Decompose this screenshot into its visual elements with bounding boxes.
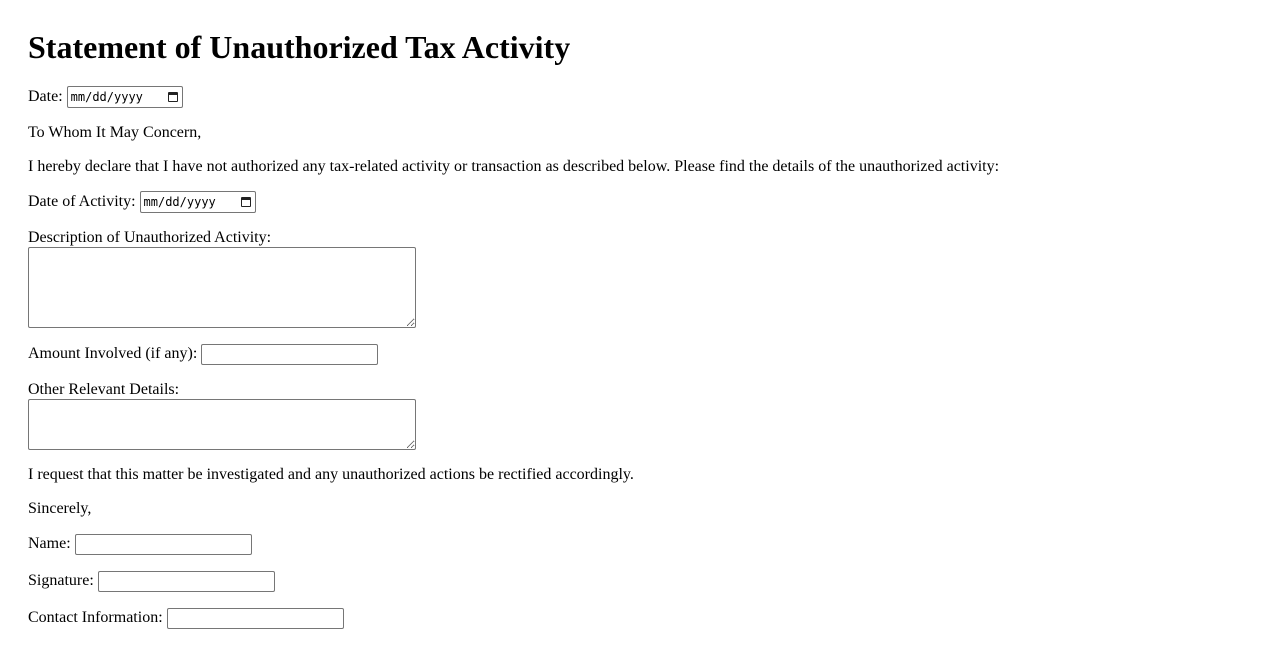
signature-label: Signature: [28,572,94,589]
declaration-paragraph: I hereby declare that I have not authorized any tax-related activity or transaction as described below. Please find the details of the unauthorized activity: [28,158,1000,175]
description-label: Description of Unauthorized Activity: [28,229,272,246]
description-textarea[interactable] [28,247,416,328]
amount-input[interactable] [201,344,378,365]
amount-label: Amount Involved (if any): [28,345,198,362]
activity-date-label: Date of Activity: [28,193,136,210]
name-label: Name: [28,535,71,552]
activity-date-row [28,191,256,213]
date-row [28,86,183,108]
closing: Sincerely, [28,500,92,517]
contact-input[interactable] [167,608,344,629]
other-details-textarea[interactable] [28,399,416,450]
name-row [28,533,252,555]
activity-date-placeholder: mm/dd/yyyy [143,195,216,209]
name-input[interactable] [75,534,252,555]
calendar-icon[interactable] [241,197,251,207]
page-title: Statement of Unauthorized Tax Activity [28,29,571,65]
amount-row [28,343,378,365]
date-input[interactable] [67,86,183,108]
date-label: Date: [28,88,63,105]
contact-row [28,607,344,629]
other-details-label: Other Relevant Details: [28,381,180,398]
signature-input[interactable] [98,571,275,592]
salutation: To Whom It May Concern, [28,124,202,141]
activity-date-input[interactable] [140,191,256,213]
request-paragraph: I request that this matter be investigated and any unauthorized actions be rectified accordingly. [28,466,634,483]
contact-label: Contact Information: [28,609,163,626]
date-placeholder: mm/dd/yyyy [70,90,143,104]
signature-row [28,570,275,592]
calendar-icon[interactable] [168,92,178,102]
